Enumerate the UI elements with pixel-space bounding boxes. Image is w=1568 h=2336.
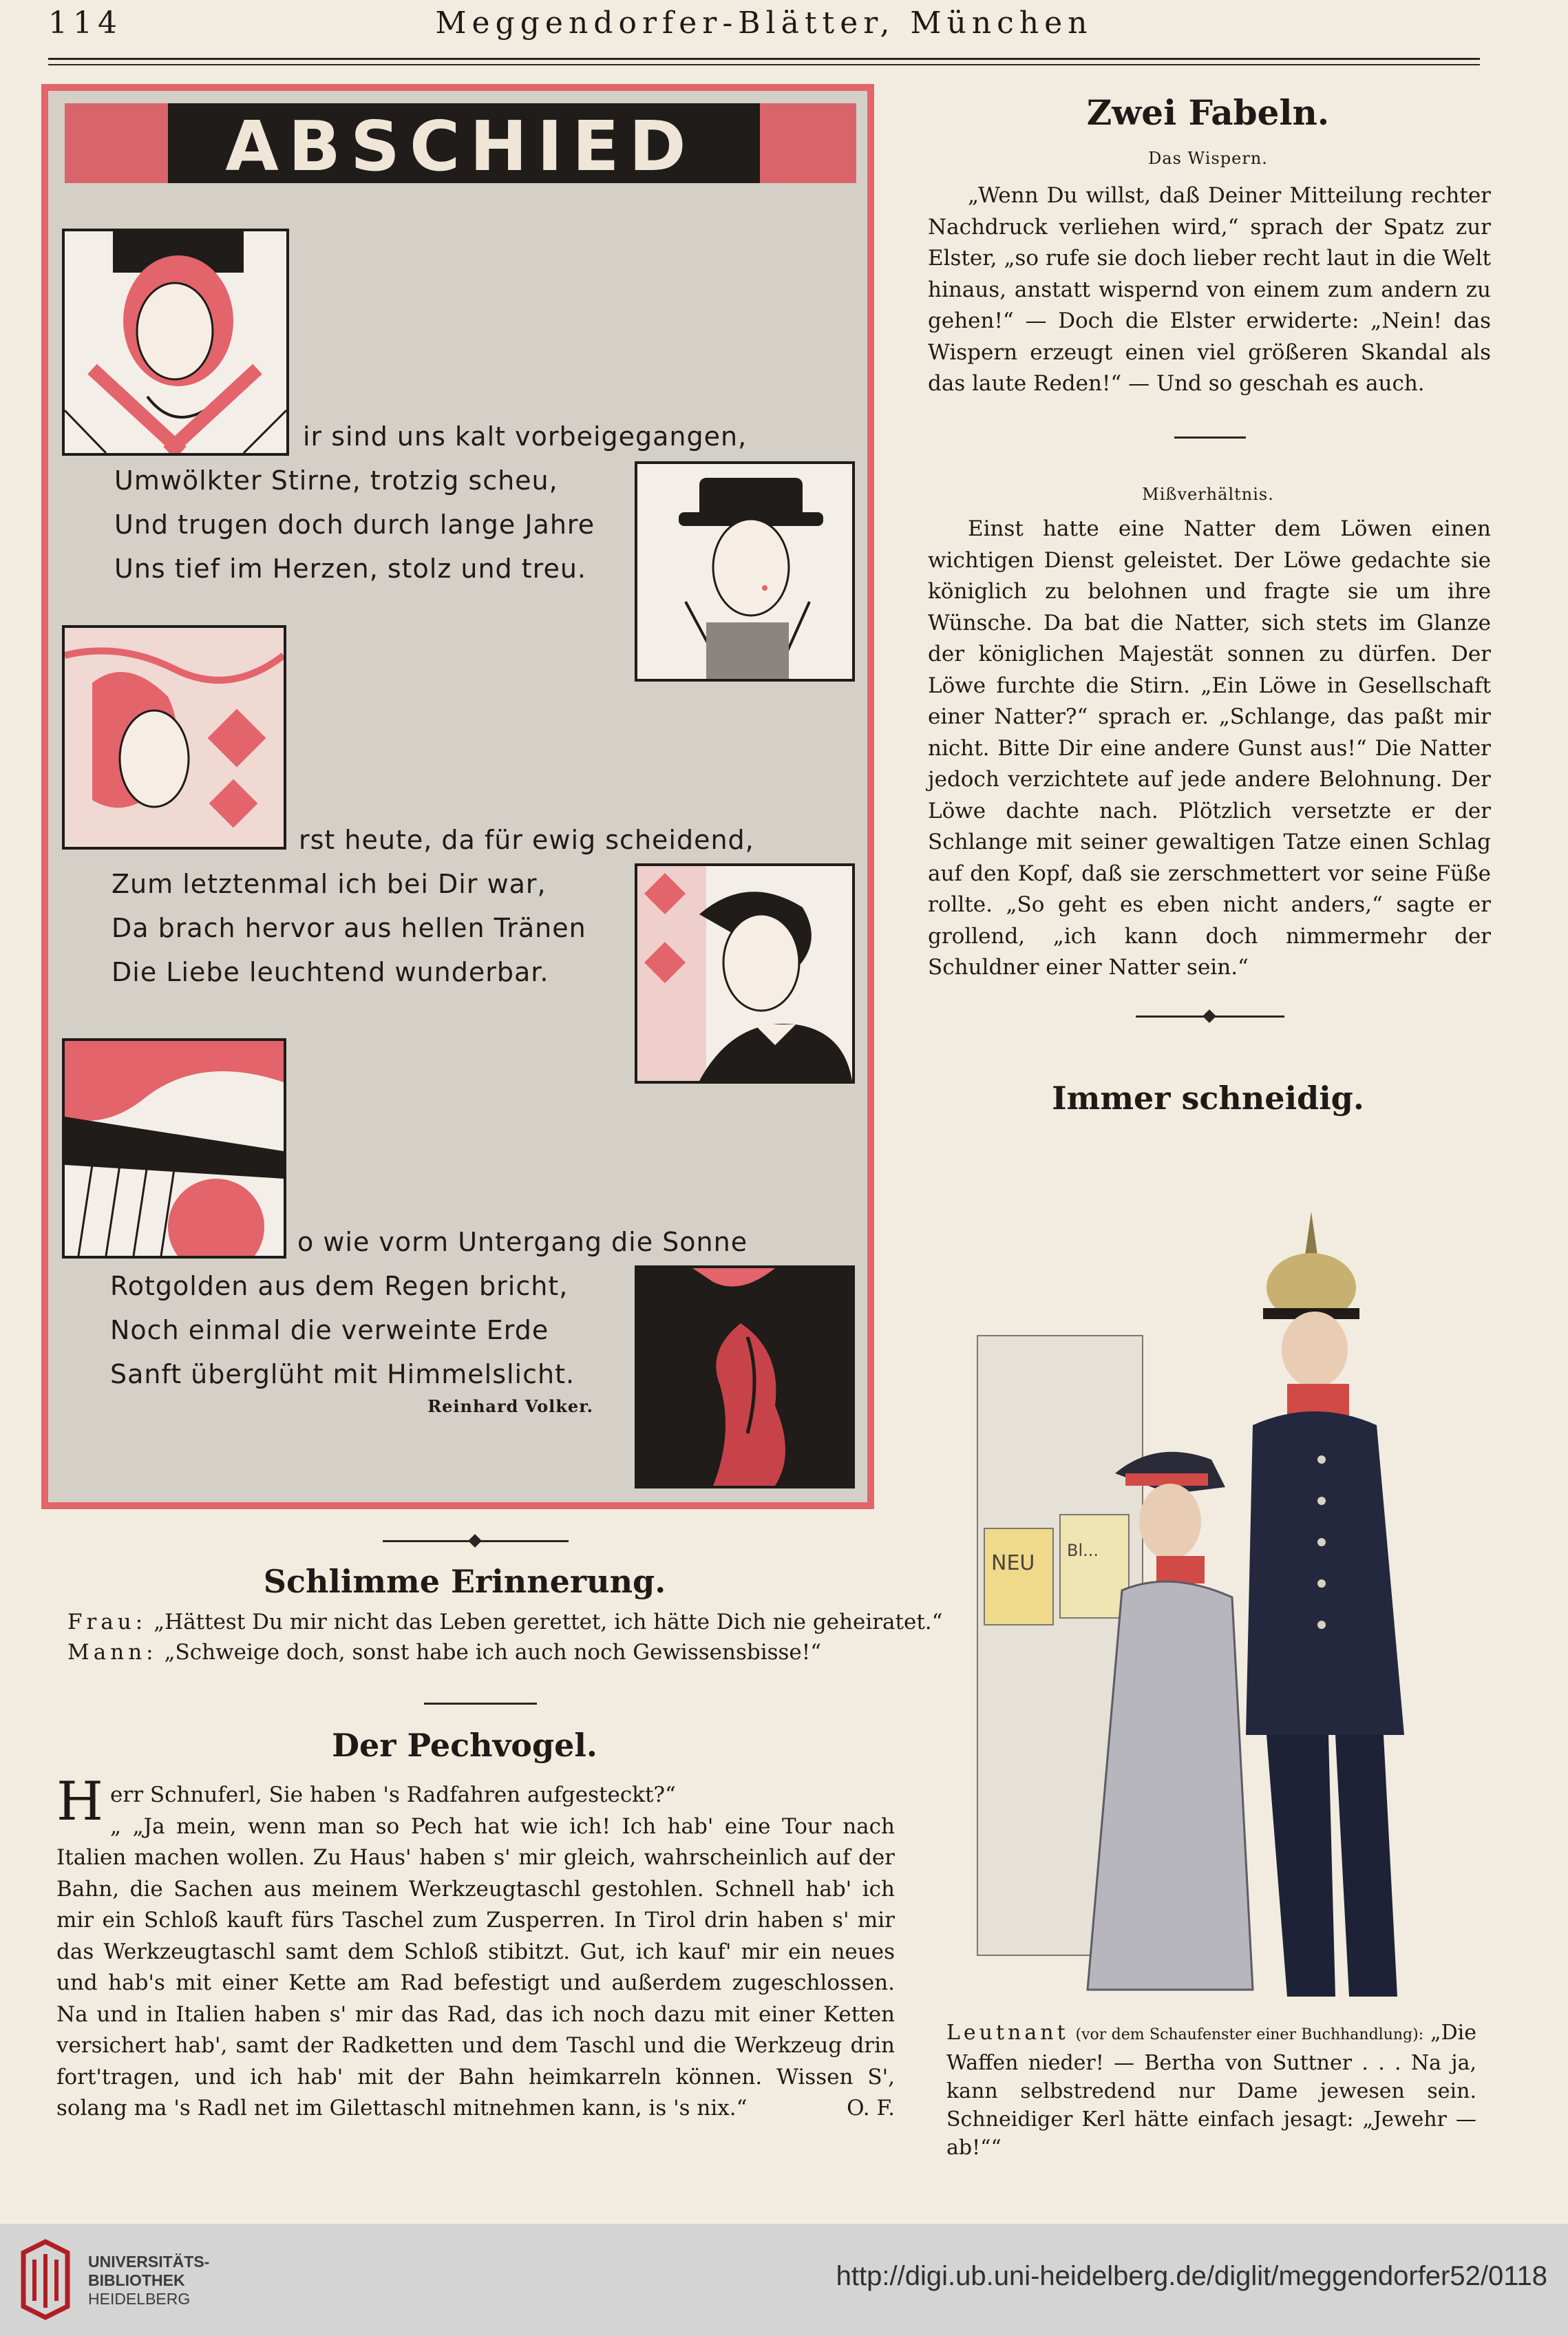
pechvogel-text [56,1771,895,2125]
poem-title: ABSCHIED [225,106,696,183]
illustration-man-with-hat [635,461,855,682]
stanza-3-first [297,1220,748,1264]
fabeln-title: Zwei Fabeln. [1086,92,1330,133]
fabel2-subtitle: Mißverhältnis. [1142,485,1274,504]
dialog-line [67,1607,943,1637]
verse-line: Und trugen doch durch lange Jahre [114,509,595,540]
ornamental-title-band [65,103,856,183]
header-rule-thin [48,64,1480,65]
illustration-sunset-rain [62,1038,286,1259]
sign-neu: NEU [991,1551,1035,1575]
fabel-divider [1174,436,1246,439]
library-name-line: UNIVERSITÄTS- [88,2253,210,2271]
pechvogel-signature: O. F. [847,2096,895,2121]
running-title: Meggendorfer-Blätter, München [435,6,1093,41]
schneidig-caption [946,2019,1476,2162]
library-logo-icon[interactable] [18,2239,73,2320]
caption-stage-direction: (vor dem Schaufenster einer Buchhandlung): [1075,2026,1424,2043]
poem-frame [41,84,874,1509]
section-divider [424,1703,537,1705]
dialog-text: „Hättest Du mir nicht das Leben gerettet, ich hätte Dich nie geheiratet.“ [153,1610,943,1634]
ornament-center [468,1534,482,1548]
drop-capital: H [56,1771,104,1833]
verse-line: Die Liebe leuchtend wunderbar. [112,957,549,987]
verse-line: rst heute, da für ewig scheidend, [299,825,754,855]
fabel1-subtitle: Das Wispern. [1148,149,1268,168]
verse-line: Zum letztenmal ich bei Dir war, [112,869,547,899]
schneidig-title: Immer schneidig. [1052,1080,1364,1117]
pechvogel-title: Der Pechvogel. [332,1727,597,1764]
illustration-weeping-figure [62,625,286,850]
stanza-2-first [299,818,754,862]
verse-line: Sanft überglüht mit Himmelslicht. [110,1359,575,1389]
verse-line: Uns tief im Herzen, stolz und treu. [114,554,586,584]
poem-author: Reinhard Volker. [427,1396,593,1416]
caption-text: „Die Waffen nieder! — Bertha von Suttner . . . Na ja, kann selbstredend nur Dame jewesen sein. Schneidiger Kerl hätte einfach jesagt: „Jewehr — ab!““ [946,2021,1476,2160]
illustration-young-man [635,863,855,1084]
schlimme-title: Schlimme Erinnerung. [263,1563,666,1600]
ornament-center-right [1203,1009,1216,1023]
verse-line: Rotgolden aus dem Regen bricht, [110,1271,569,1301]
header-rule [48,58,1480,60]
dialog-line [67,1637,943,1667]
stanza-1 [114,459,595,591]
pechvogel-line1: err Schnuferl, Sie haben 's Radfahren aufgesteckt?“ [110,1782,676,1807]
viewer-footer [0,2224,1568,2336]
schlimme-dialog [67,1607,943,1667]
permalink-url[interactable]: http://digi.ub.uni-heidelberg.de/diglit/meggendorfer52/0118 [836,2261,1547,2291]
verse-line: Da brach hervor aus hellen Tränen [112,913,586,943]
library-name[interactable] [88,2253,209,2308]
stanza-3 [110,1264,575,1396]
fabel1-paragraph: „Wenn Du willst, daß Deiner Mitteilung rechter Nachdruck verliehen wird,“ sprach der Spatz zur Elster, „so rufe sie doch lieber recht laut in die Welt hinaus, anstatt wispernd von einem zum andern zu gehen!“ — Doch die Elster erwiderte: „Nein! das Wispern erzeugt einen viel größeren Skandal als das laute Reden!“ — Und so geschah es auch. [928,183,1491,396]
fabel2-paragraph: Einst hatte eine Natter dem Löwen einen wichtigen Dienst geleistet. Der Löwe gedachte sie königlich zu belohnen und fragte sie um ihre Wünsche. Da bat die Natter, sich stets im Glanze der königlichen Majestät sonnen zu dürfen. Der Löwe furchte die Stirn. „Ein Löwe in Gesellschaft einer Natter?“ sprach er. „Schlange, das paßt mir nicht. Bitte Dir eine andere Gunst aus!“ Die Natter jedoch verzichtete auf jede andere Belohnung. Der Löwe dachte nach. Plötzlich versetzte er der Schlange mit seiner gewaltigen Tatze einen Schlag auf den Kopf, daß sie zerschmettert vor seine Füße rollte. „So geht es eben nicht anders,“ sagte er grollend, „ich kann doch nimmermehr der Schuldner einer Natter sein.“ [928,516,1491,980]
verse-line: o wie vorm Untergang die Sonne [297,1227,748,1257]
illustration-two-officers [964,1170,1501,2003]
dialog-text: „Schweige doch, sonst habe ich auch noch Gewissensbisse!“ [164,1640,822,1665]
caption-speaker: Leutnant [946,2021,1069,2045]
library-name-line: HEIDELBERG [88,2290,191,2308]
page-header [48,6,1480,54]
verse-line: ir sind uns kalt vorbeigegangen, [303,421,748,452]
sign-bl: Bl... [1067,1541,1099,1560]
fabel1-text [928,180,1491,400]
verse-line: Umwölkter Stirne, trotzig scheu, [114,465,558,496]
library-name-line: BIBLIOTHEK [88,2271,185,2289]
speaker-mann: Mann: [67,1640,158,1665]
stanza-2 [112,862,586,994]
illustration-red-cloaked-figure [635,1265,855,1488]
fabel2-text [928,514,1491,984]
stanza-1-first [303,414,747,459]
verse-line: Noch einmal die verweinte Erde [110,1315,549,1345]
pechvogel-body: „ „Ja mein, wenn man so Pech hat wie ich! Ich hab' eine Tour nach Italien machen wollen. Zu Haus' haben s' mir gleich, wahrscheinlich auf der Bahn, die Sachen aus meinem Werkzeugtaschl gestohlen. Schnell hab' ich mir ein Schloß kauft fürs Taschel zum Zusperren. In Tirol drin haben s' mir das Werkzeugtaschl samt dem Schloß stibitzt. Gut, ich kauf' mir ein neues und hab's mit einer Kette am Rad befestigt und außerdem zugeschlossen. Na und in Italien haben s' mir das Rad, das ich noch dazu mit einer Ketten versichert hab', samt der Radketten und dem Taschl und die Werkzeug drin fort'tragen, und ich hab' mit der Bahn heimkarreln können. Wissen S', solang ma 's Radl net im Gilettaschl mitnehmen kann, is 's nix.“ [56,1813,895,2121]
illustration-woman-portrait [62,229,289,456]
page-number: 114 [48,6,123,41]
speaker-frau: Frau: [67,1610,147,1634]
